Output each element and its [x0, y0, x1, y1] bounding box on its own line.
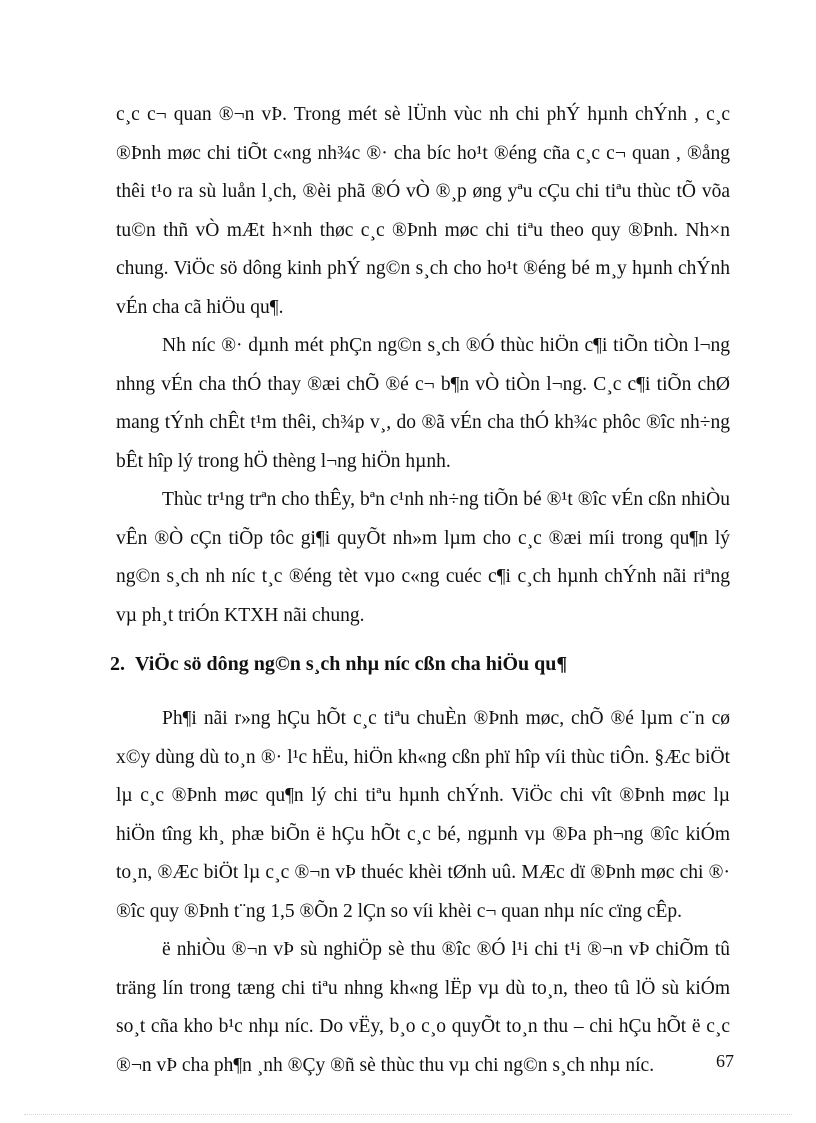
bottom-divider	[24, 1114, 792, 1115]
paragraph-5: ë nhiÒu ®¬n vÞ sù nghiÖp sè thu ®îc ®Ó l¹i chi t¹i ®¬n vÞ chiÕm tû träng lín trong tæng chi tiªu nhng kh«ng lËp vµ dù to¸n, theo tû lÖ sù kiÓm so¸t cña kho b¹c nhµ níc. Do vËy, b¸o c¸o quyÕt to¸n thu – chi hÇu hÕt ë c¸c ®¬n vÞ cha ph¶n ¸nh ®Çy ®ñ sè thùc thu vµ chi ng©n s¸ch nhµ níc.	[116, 939, 730, 1076]
section-number: 2.	[110, 653, 125, 675]
section-title: ViÖc sö dông ng©n s¸ch nhµ níc cßn cha hiÖu qu¶	[135, 653, 568, 675]
paragraph-1: c¸c c¬ quan ®¬n vÞ. Trong mét sè lÜnh vùc nh chi phÝ hµnh chÝnh , c¸c ®Þnh møc chi tiÕt c«ng nh¾c ®· cha bíc ho¹t ®éng cña c¸c c¬ quan , ®ång thêi t¹o ra sù luån l¸ch, ®èi phã ®Ó vÒ ®¸p øng yªu cÇu chi tiªu thùc tÕ võa tu©n thñ vÒ mÆt h×nh thøc c¸c ®Þnh møc chi tiªu theo quy ®Þnh. Nh×n chung. ViÖc sö dông kinh phÝ ng©n s¸ch cho ho¹t ®éng bé m¸y hµnh chÝnh vÉn cha cã hiÖu qu¶.	[116, 104, 730, 318]
paragraph-2: Nh níc ®· dµnh mét phÇn ng©n s¸ch ®Ó thùc hiÖn c¶i tiÕn tiÒn l¬ng nhng vÉn cha thÓ thay ®æi chÕ ®é c¬ b¶n vÒ tiÒn l¬ng. C¸c c¶i tiÕn chØ mang tÝnh chÊt t¹m thêi, ch¾p v¸, do ®ã vÉn cha thÓ kh¾c phôc ®îc nh÷ng bÊt hîp lý trong hÖ thèng l¬ng hiÖn hµnh.	[116, 335, 730, 472]
section-heading	[110, 645, 730, 683]
page-content	[110, 96, 730, 1085]
paragraph-3: Thùc tr¹ng trªn cho thÊy, bªn c¹nh nh÷ng tiÕn bé ®¹t ®îc vÉn cßn nhiÒu vÊn ®Ò cÇn tiÕp tôc gi¶i quyÕt nh»m lµm cho c¸c ®æi míi trong qu¶n lý ng©n s¸ch nh níc t¸c ®éng tèt vµo c«ng cuéc c¶i c¸ch hµnh chÝnh nãi riªng vµ ph¸t triÓn KTXH nãi chung.	[116, 489, 730, 626]
page-number: 67	[716, 1051, 734, 1071]
paragraph-4: Ph¶i nãi r»ng hÇu hÕt c¸c tiªu chuÈn ®Þnh møc, chÕ ®é lµm c¨n cø x©y dùng dù to¸n ®· l¹c hËu, hiÖn kh«ng cßn phï hîp víi thùc tiÔn. §Æc biÖt lµ c¸c ®Þnh møc qu¶n lý chi tiªu hµnh chÝnh. ViÖc chi vît ®Þnh møc lµ hiÖn tîng kh¸ phæ biÕn ë hÇu hÕt c¸c bé, ngµnh vµ ®Þa ph¬ng ®îc kiÓm to¸n, ®Æc biÖt lµ c¸c ®¬n vÞ thuéc khèi tØnh uû. MÆc dï ®Þnh møc chi ®· ®îc quy ®Þnh t¨ng 1,5 ®Õn 2 lÇn so víi khèi c¬ quan nhµ níc cïng cÊp.	[116, 708, 730, 922]
